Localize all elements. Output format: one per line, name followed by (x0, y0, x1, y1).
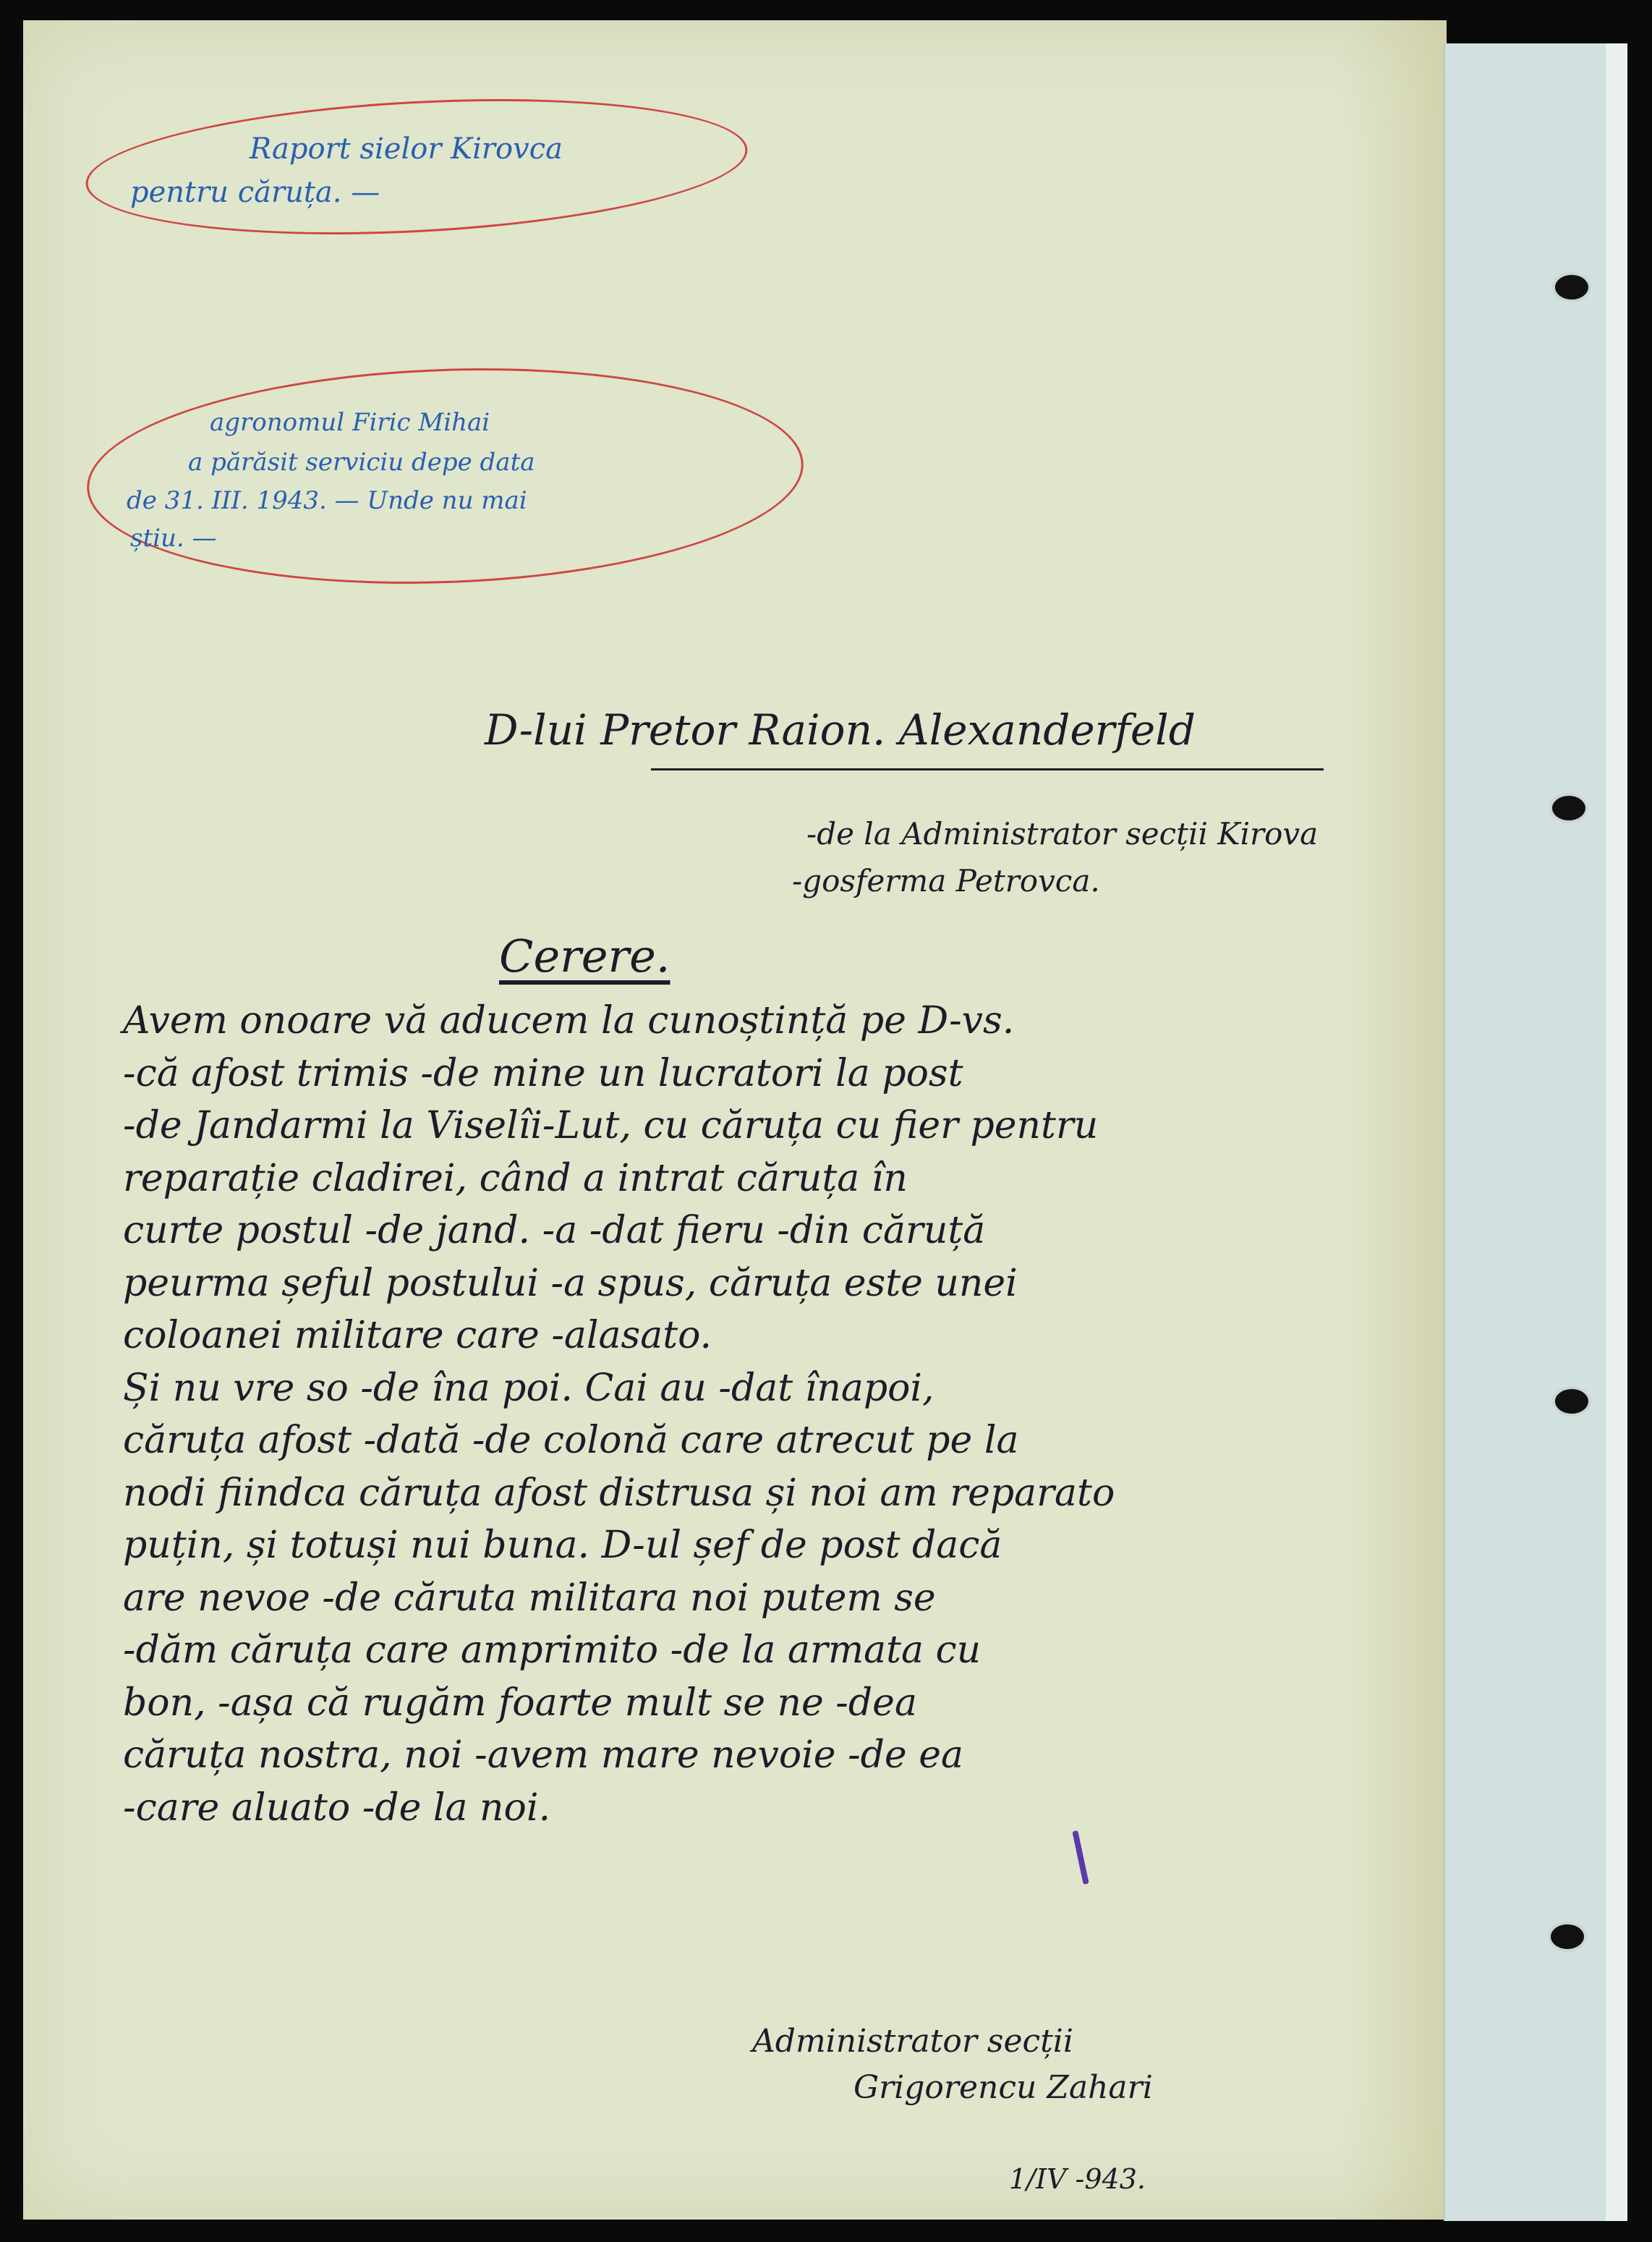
body-line: -că afost trimis -de mine un lucratori la post (123, 1051, 963, 1095)
note-line: Raport sielor Kirovca (250, 132, 563, 166)
margin-note-agronomist (210, 405, 490, 441)
body-line: curte postul -de jand. -a -dat fieru -din căruță (123, 1209, 986, 1252)
margin-note-agronomist (130, 521, 217, 556)
binding-strip (1444, 43, 1627, 2221)
body-line: are nevoe -de căruta militara noi putem se (123, 1576, 936, 1620)
body-line: reparație cladirei, când a intrat căruța în (123, 1156, 908, 1200)
signature-date: 1/IV -943. (1009, 2163, 1146, 2195)
sender-line: -de la Administrator secții Kirova (806, 816, 1319, 852)
punch-hole (1555, 1389, 1588, 1414)
punch-hole (1551, 1924, 1584, 1949)
body-line: căruța nostra, noi -avem mare nevoie -de ea (123, 1733, 964, 1777)
signature-name: Grigorencu Zahari (853, 2068, 1153, 2106)
body-line: căruța afost -dată -de colonă care atrecut pe la (123, 1419, 1019, 1462)
salutation: D-lui Pretor Raion. Alexanderfeld (485, 705, 1196, 755)
body-line: Și nu vre so -de îna poi. Cai au -dat înapoi, (123, 1366, 934, 1410)
document-title: Cerere. (499, 930, 670, 982)
note-line: agronomul Firic Mihai (210, 408, 490, 437)
note-line: pentru căruța. — (130, 176, 380, 209)
sender-line: -gosferma Petrovca. (792, 863, 1100, 899)
punch-hole (1555, 275, 1588, 300)
body-line: -de Jandarmi la Viselîi-Lut, cu căruța cu fier pentru (123, 1104, 1099, 1147)
body-line: bon, -așa că rugăm foarte mult se ne -dea (123, 1681, 917, 1725)
body-line: coloanei militare care -alasato. (123, 1314, 712, 1357)
signature-block (752, 2018, 1153, 2111)
punch-hole (1552, 796, 1585, 820)
margin-note-agronomist (188, 445, 535, 480)
sender-block (792, 810, 1319, 904)
body-line: peurma șeful postului -a spus, căruța este unei (123, 1261, 1018, 1305)
letter-body (123, 995, 1439, 1834)
note-line: de 31. III. 1943. — Unde nu mai (127, 486, 527, 515)
body-line: puțin, și totuși nui buna. D-ul șef de post dacă (123, 1524, 1002, 1567)
body-line: Avem onoare vă aducem la cunoștință pe D-vs. (123, 999, 1015, 1043)
margin-note-report (250, 130, 563, 168)
margin-note-agronomist (127, 483, 527, 519)
body-line: -care aluato -de la noi. (123, 1785, 550, 1830)
body-line: nodi fiindca căruța afost distrusa și noi am reparato (123, 1471, 1115, 1515)
signature-title: Administrator secții (752, 2023, 1073, 2060)
body-line: -dăm căruța care amprimito -de la armata cu (123, 1629, 982, 1672)
salutation-underline (651, 768, 1324, 770)
margin-note-report (130, 174, 380, 211)
note-line: știu. — (130, 524, 217, 553)
note-line: a părăsit serviciu depe data (188, 448, 535, 477)
